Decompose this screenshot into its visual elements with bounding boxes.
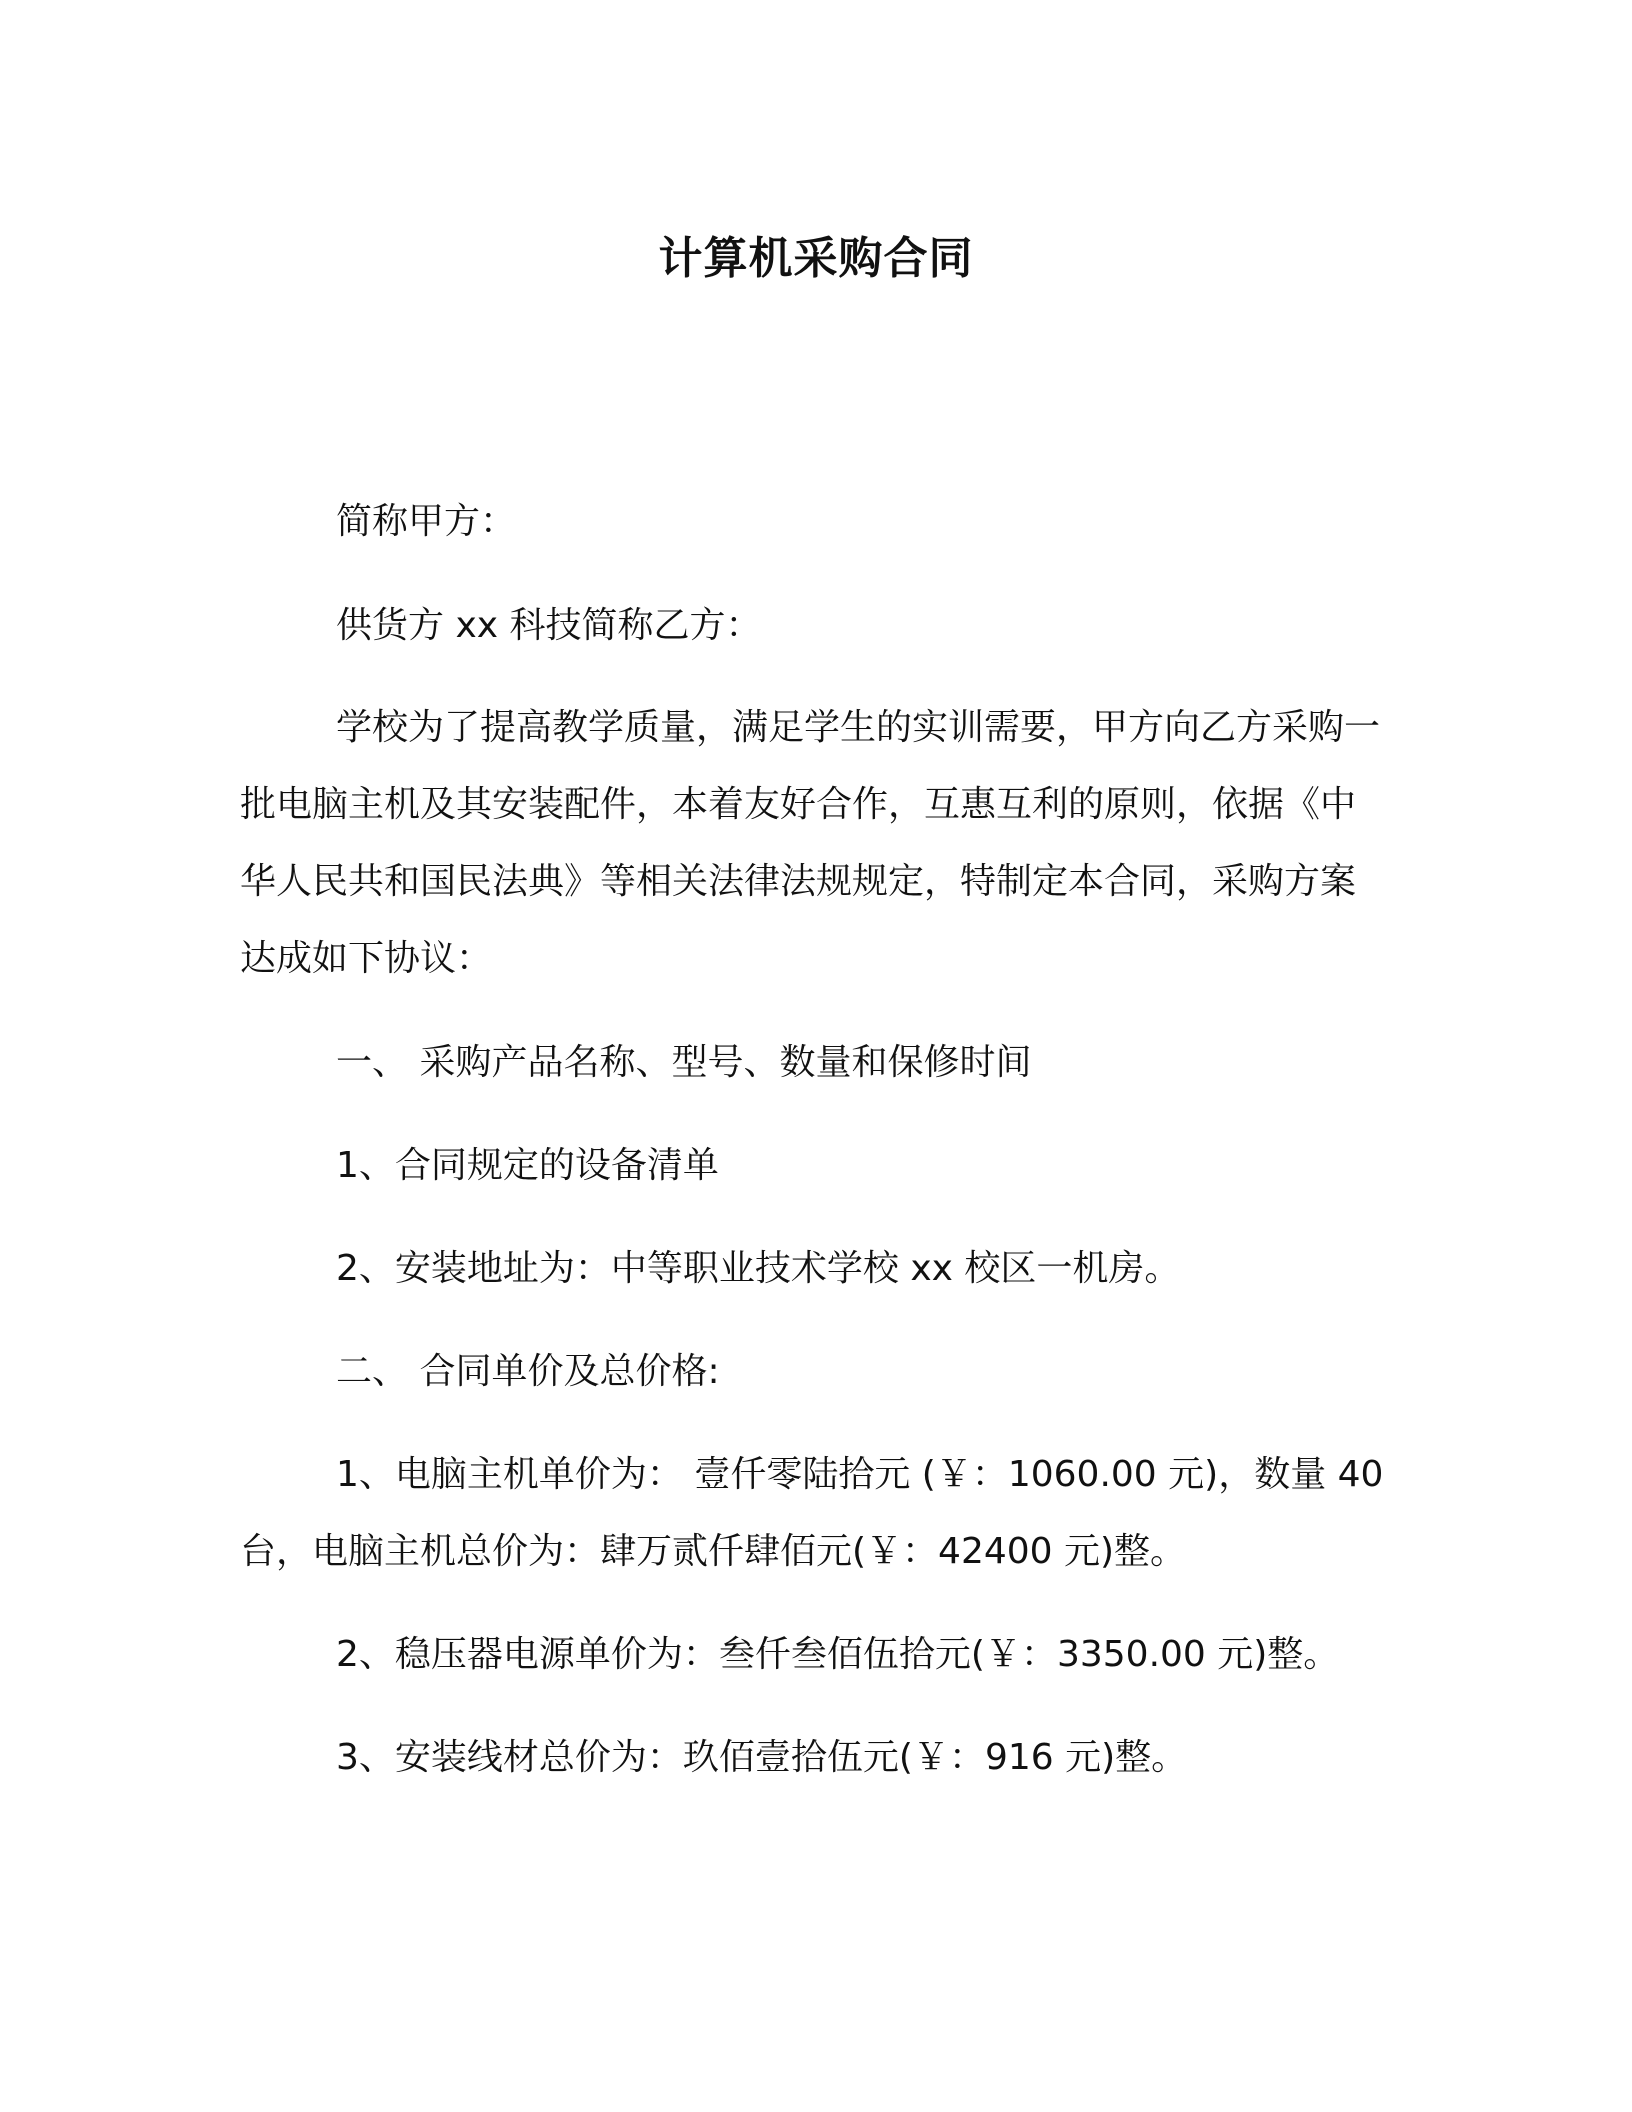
section-2-item-2: 2、稳压器电源单价为：叁仟叁佰伍拾元(￥：3350.00 元)整。 (336, 1634, 1340, 1675)
section-1-heading: 一、 采购产品名称、型号、数量和保修时间 (336, 1042, 1032, 1083)
section-1-item-1: 1、合同规定的设备清单 (336, 1145, 719, 1186)
party-a-line: 简称甲方： (336, 501, 517, 542)
document-title: 计算机采购合同 (658, 233, 974, 284)
party-b-line: 供货方 xx 科技简称乙方： (336, 605, 762, 646)
section-2-item-3: 3、安装线材总价为：玖佰壹拾伍元(￥：916 元)整。 (336, 1737, 1188, 1778)
section-2-heading: 二、 合同单价及总价格: (336, 1351, 720, 1392)
section-1-item-2: 2、安装地址为：中等职业技术学校 xx 校区一机房。 (336, 1248, 1181, 1289)
preamble-paragraph: 学校为了提高教学质量，满足学生的实训需要，甲方向乙方采购一批电脑主机及其安装配件，本着友好合作，互惠互利的原则，依据《中华人民共和国民法典》等相关法律法规规定，特制定本合同，采购方案达成如下协议： (240, 707, 1381, 979)
section-2-item-1: 1、电脑主机单价为： 壹仟零陆拾元 (￥：1060.00 元)，数量 40 台，电脑主机总价为：肆万贰仟肆佰元(￥：42400 元)整。 (240, 1454, 1384, 1572)
